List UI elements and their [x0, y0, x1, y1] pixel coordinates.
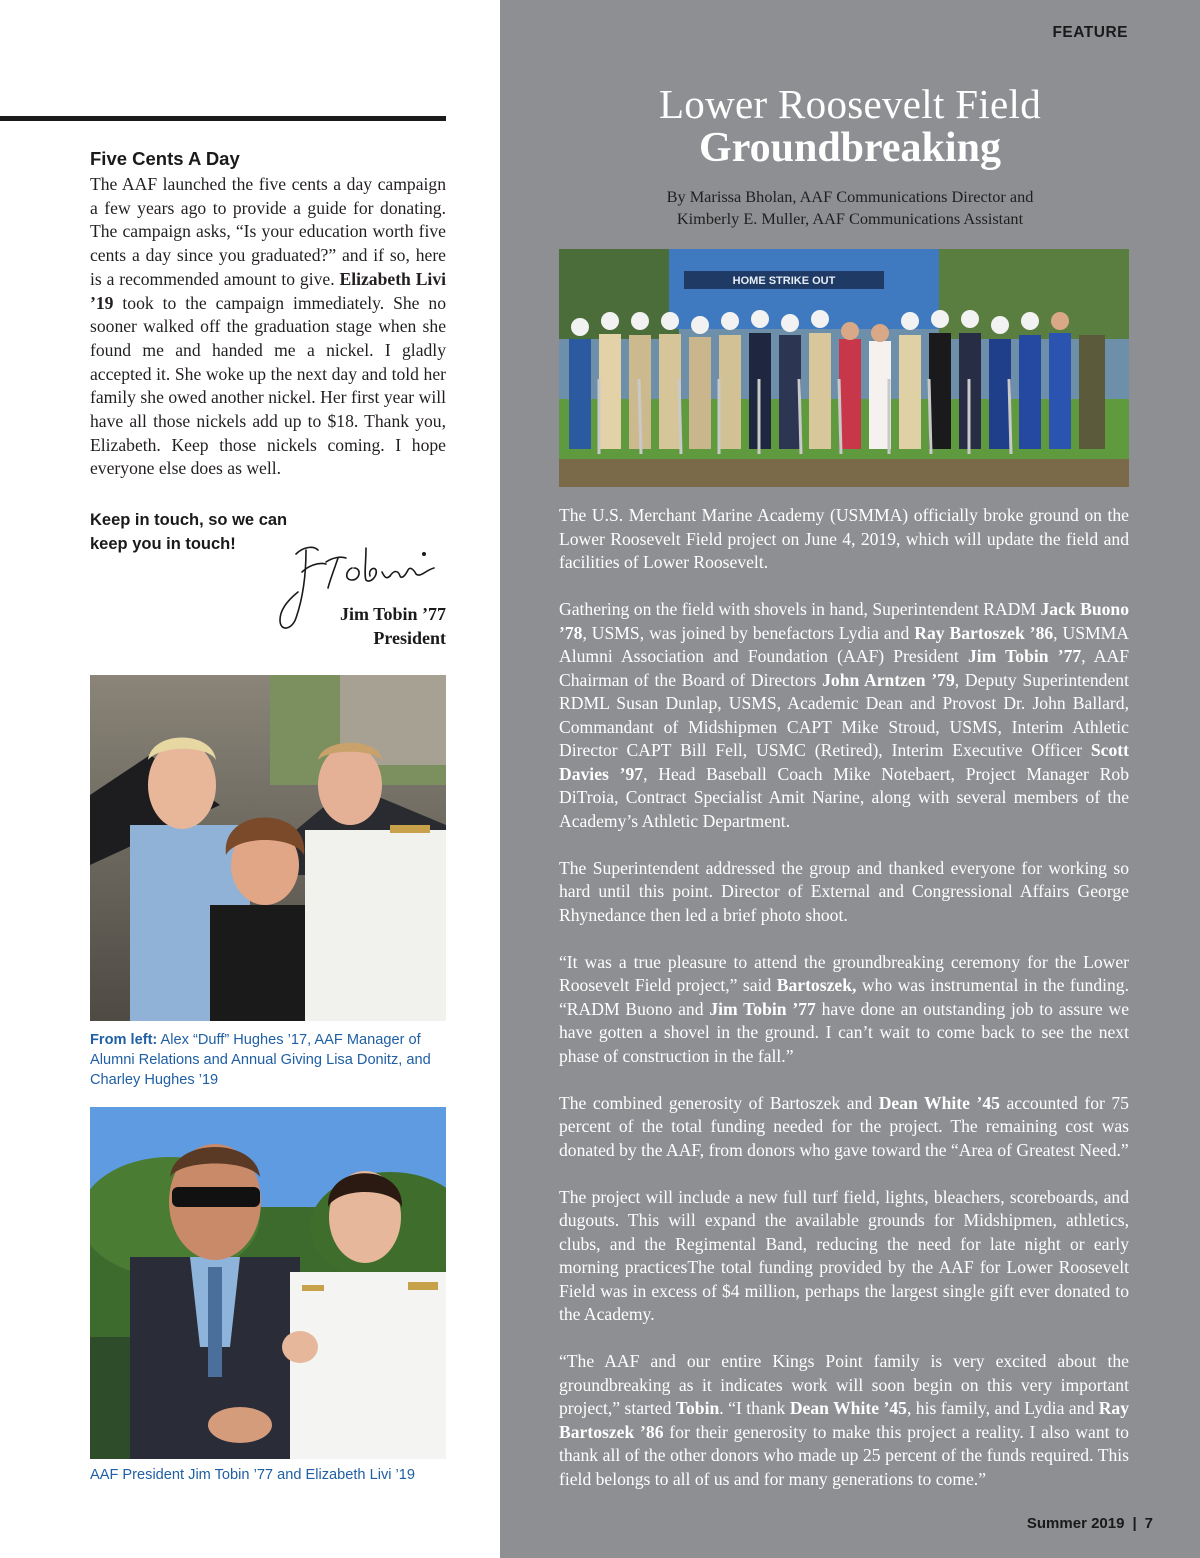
bold-name: Ray Bartoszek ’86 — [914, 622, 1054, 643]
text-run: who was instrumental in the funding. “RADM Buono and — [559, 975, 1130, 1019]
bold-name: Dean White ’45 — [789, 1398, 907, 1418]
text-run: for their generosity to make this project a reality. I also want to thank all of the other donors who made up 25 percent of the funds required. This field belongs to all of us and for many generations to come.” — [559, 1421, 1129, 1489]
article-paragraph — [559, 598, 1129, 833]
text-run: The Superintendent addressed the group and thanked everyone for working so hard until this point. Director of External and Congressional Affairs George Rhynedance then led a brief photo shoot. — [559, 857, 1129, 925]
text-run: Gathering on the field with shovels in hand, Superintendent RADM — [559, 599, 1041, 619]
article-body — [559, 504, 1129, 1515]
photo-hughes-donitz — [90, 675, 446, 1021]
bold-name: Jim Tobin ’77 — [967, 646, 1082, 666]
text-run: have done an outstanding job to assure we have gotten a shovel in the ground. I can’t wait to come back to see the next phase of construction in the fall.” — [559, 998, 1129, 1066]
byline-line-1: By Marissa Bholan, AAF Communications Director and — [666, 187, 1034, 206]
bold-name: John Arntzen ’79 — [822, 669, 955, 690]
section-heading: Five Cents A Day — [90, 148, 240, 169]
text-run: The U.S. Merchant Marine Academy (USMMA) officially broke ground on the Lower Roosevelt Field project on June 4, 2019, which will update the field and facilities of Lower Roosevelt. — [559, 505, 1129, 572]
bold-name: Ray Bartoszek ’86 — [559, 1398, 1130, 1442]
text-run: accounted for 75 percent of the total funding needed for the project. The remaining cost was donated by the AAF, from donors who gave toward the “Area of Greatest Need.” — [559, 1092, 1129, 1160]
photo-caption-2: AAF President Jim Tobin ’77 and Elizabeth Livi ’19 — [90, 1467, 416, 1483]
text-run: , his family, and Lydia and — [906, 1398, 1099, 1418]
text-run: The combined generosity of Bartoszek and — [559, 1092, 879, 1113]
byline-line-2: Kimberly E. Muller, AAF Communications Assistant — [676, 209, 1024, 228]
top-rule-divider — [0, 116, 446, 121]
scoreboard-text: HOME STRIKE OUT — [732, 275, 836, 287]
bold-name: Dean White ’45 — [878, 1092, 1000, 1113]
page-footer — [1027, 1515, 1153, 1532]
article-title-line-1: Lower Roosevelt Field — [658, 81, 1042, 127]
five-cents-body — [90, 173, 446, 481]
photo-groundbreaking-group — [559, 249, 1129, 487]
article-paragraph — [559, 1092, 1129, 1163]
text-run: , AAF Chairman of the Board of Directors — [559, 646, 1129, 690]
article-paragraph — [559, 504, 1129, 575]
footer-separator: | — [1132, 1515, 1137, 1532]
issue-name: Summer 2019 — [1026, 1515, 1125, 1532]
text-run: , Head Baseball Coach Mike Notebaert, Project Manager Rob DiTroia, Contract Specialist Amit Narine, along with several members of the Academy’s Athletic Department. — [559, 763, 1129, 831]
text-run: took to the campaign immediately. She no sooner walked off the graduation stage when she found me and handed me a nickel. I gladly accepted it. She woke up the next day and told her family she owed another nickel. Her first year will have all those nickels add up to $18. Thank you, Elizabeth. Keep those nickels coming. I hope everyone else does as well. — [90, 292, 446, 479]
caption-text: Alex “Duff” Hughes ’17, AAF Manager of Alumni Relations and Annual Giving Lisa Donitz, and Charley Hughes ’19 — [90, 1032, 431, 1088]
bold-name: Tobin — [675, 1398, 720, 1418]
text-run: , USMMA Alumni Association and Foundation (AAF) President — [559, 622, 1130, 666]
signer-name: Jim Tobin ’77 — [339, 604, 446, 624]
text-run: “The AAF and our entire Kings Point family is very excited about the groundbreaking as it indicates work will soon begin on this very important project,” started — [559, 1351, 1129, 1418]
article-paragraph — [559, 857, 1129, 928]
sign-off-line-1: Keep in touch, so we can — [90, 511, 288, 529]
text-run: The AAF launched the five cents a day campaign a few years ago to provide a guide for donating. The campaign asks, “Is your education worth five cents a day since you graduated?” and if so, here is a recommended amount to give. — [90, 174, 446, 289]
section-label: FEATURE — [1052, 24, 1128, 41]
bold-name: Scott Davies ’97 — [559, 740, 1129, 784]
bold-name: Jack Buono ’78 — [559, 599, 1130, 643]
page-number: 7 — [1144, 1515, 1153, 1532]
text-run: “It was a true pleasure to attend the groundbreaking ceremony for the Lower Roosevelt Field project,” said — [559, 951, 1129, 995]
text-run: , Deputy Superintendent RDML Susan Dunlap, USMS, Academic Dean and Provost Dr. John Ballard, Commandant of Midshipmen CAPT Mike Stroud, USMS, Interim Athletic Director CAPT Bill Fell, USMC (Retired), Interim Executive Officer — [559, 669, 1129, 760]
text-run: , USMS, was joined by benefactors Lydia and — [582, 622, 915, 643]
signer-title: President — [373, 628, 446, 648]
caption-lead: From left: — [90, 1032, 158, 1048]
text-run: The project will include a new full turf field, lights, bleachers, scoreboards, and dugouts. This will expand the available grounds for Midshipmen, athletics, clubs, and the Regimental Band, reducing the need for late night or early morning practicesThe total funding provided by the AAF for Lower Roosevelt Field was in excess of $4 million, perhaps the largest single gift ever donated to the Academy. — [559, 1186, 1129, 1324]
signature-block — [340, 602, 446, 650]
byline — [500, 186, 1200, 230]
sign-off-line-2: keep you in touch! — [90, 535, 236, 553]
text-run: . “I thank — [719, 1398, 790, 1418]
article-paragraph — [559, 1350, 1129, 1491]
bold-name: Bartoszek, — [776, 975, 857, 995]
photo-caption-1 — [90, 1030, 450, 1090]
bold-name: Jim Tobin ’77 — [709, 998, 816, 1019]
article-paragraph — [559, 1186, 1129, 1327]
photo-tobin-livi — [90, 1107, 446, 1459]
article-title-line-2: Groundbreaking — [699, 125, 1001, 171]
bold-name: Elizabeth Livi ’19 — [90, 268, 447, 313]
article-paragraph — [559, 951, 1129, 1069]
